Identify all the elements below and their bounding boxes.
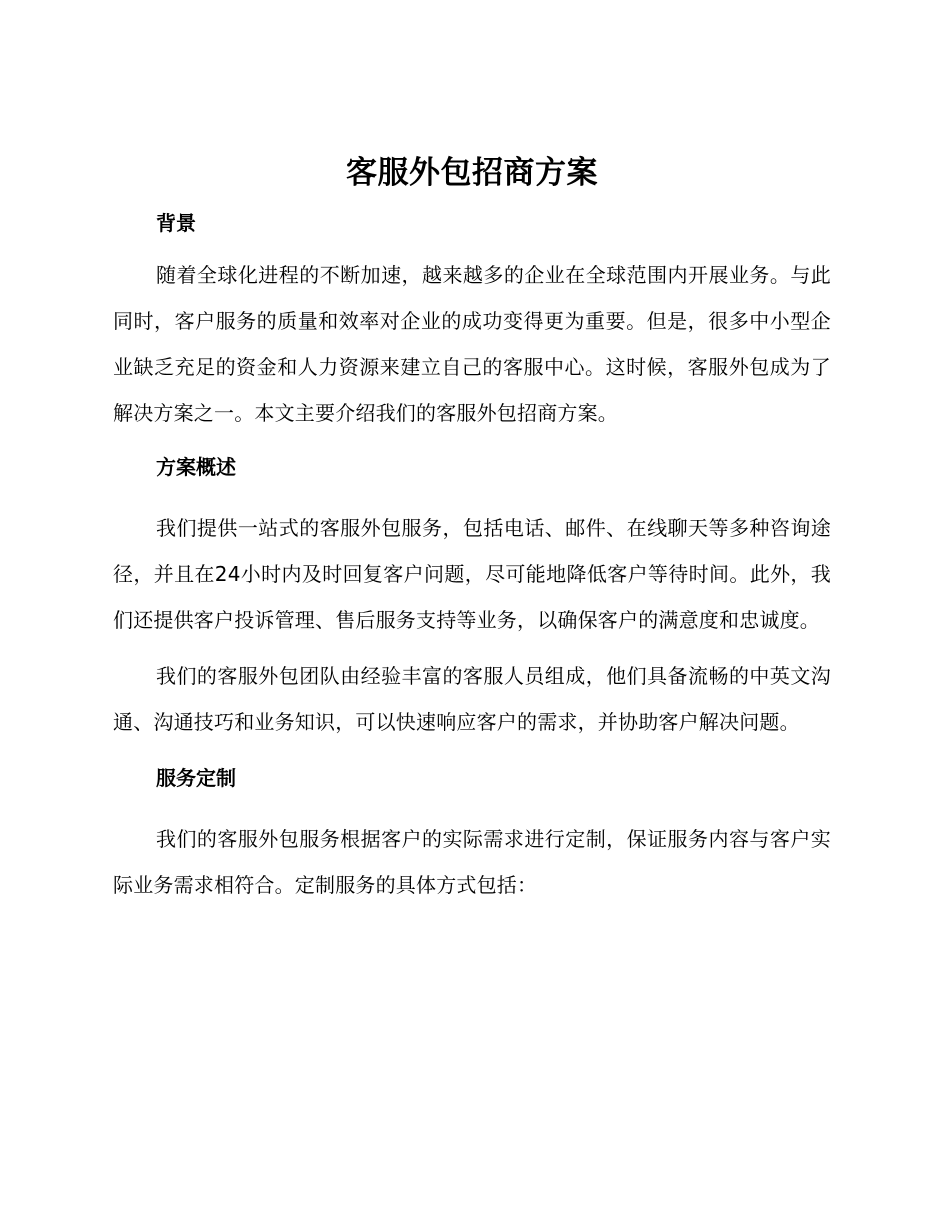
section-heading-overview: 方案概述	[156, 455, 236, 479]
customization-paragraph: 我们的客服外包服务根据客户的实际需求进行定制，保证服务内容与客户实际业务需求相符合。定制服务的具体方式包括：	[113, 827, 831, 897]
section-heading-customization: 服务定制	[156, 766, 236, 790]
document-title: 客服外包招商方案	[346, 155, 598, 191]
background-paragraph: 随着全球化进程的不断加速，越来越多的企业在全球范围内开展业务。与此同时，客户服务的质量和效率对企业的成功变得更为重要。但是，很多中小型企业缺乏充足的资金和人力资源来建立自己的客服中心。这时候，客服外包成为了解决方案之一。本文主要介绍我们的客服外包招商方案。	[113, 263, 831, 425]
document-page	[113, 150, 831, 908]
section-heading-background: 背景	[156, 211, 196, 235]
overview-paragraph-2: 我们的客服外包团队由经验丰富的客服人员组成，他们具备流畅的中英文沟通、沟通技巧和业务知识，可以快速响应客户的需求，并协助客户解决问题。	[113, 664, 831, 734]
overview-paragraph-1: 我们提供一站式的客服外包服务，包括电话、邮件、在线聊天等多种咨询途径，并且在24小时内及时回复客户问题，尽可能地降低客户等待时间。此外，我们还提供客户投诉管理、售后服务支持等业务，以确保客户的满意度和忠诚度。	[113, 516, 831, 632]
